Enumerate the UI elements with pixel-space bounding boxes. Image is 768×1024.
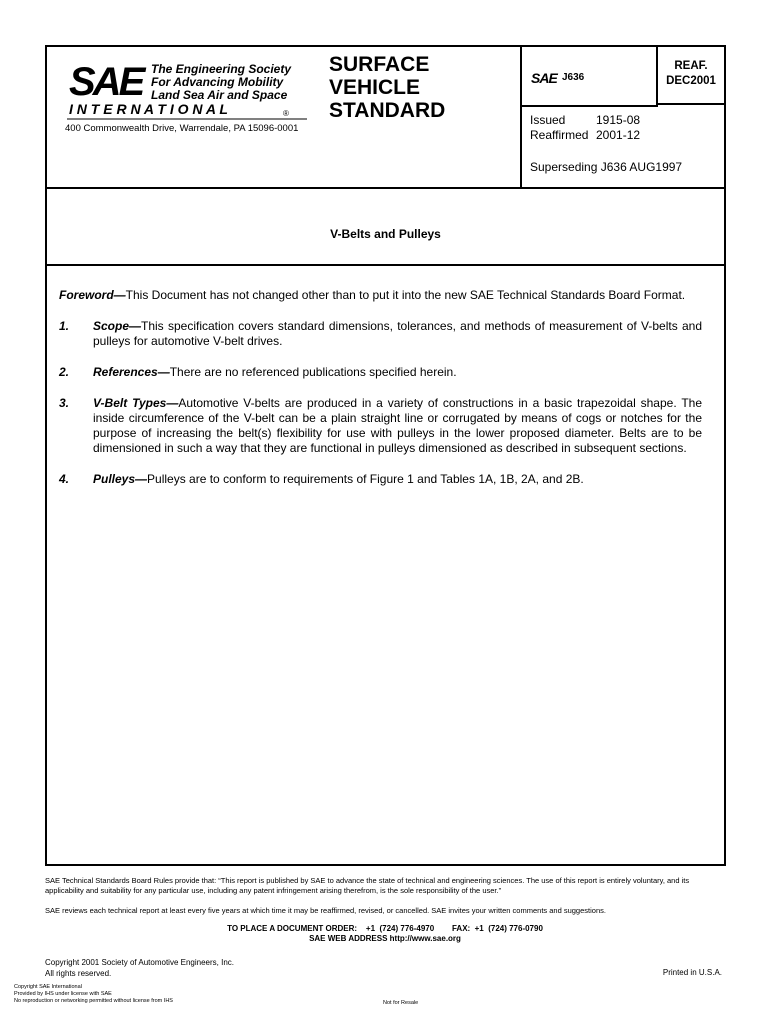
reaffirmed-value: 2001-12 (596, 128, 641, 142)
superseding: Superseding J636 AUG1997 (530, 160, 683, 174)
ihs-line: Copyright SAE International (14, 984, 82, 990)
address: 400 Commonwealth Drive, Warrendale, PA 15096-0001 (65, 123, 299, 134)
doc-type-line: VEHICLE (329, 76, 421, 99)
document-frame (45, 45, 726, 866)
doc-number: J636 (562, 72, 585, 83)
issued-value: 1915-08 (596, 113, 641, 127)
foreword-label: Foreword— (59, 288, 126, 302)
reaffirmed-label: Reaffirmed (530, 128, 589, 142)
not-for-resale: Not for Resale (383, 1000, 419, 1006)
ihs-line: No reproduction or networking permitted without license from IHS (14, 998, 173, 1004)
reaf-line: REAF. (674, 60, 708, 72)
issued-label: Issued (530, 113, 566, 127)
registered-mark: ® (283, 109, 289, 118)
section-vbelt-types (59, 396, 702, 456)
document-body (59, 288, 702, 503)
section-number: 1. (59, 319, 70, 333)
section-references (59, 365, 702, 380)
issue-dates (530, 113, 640, 143)
foreword-text: This Document has not changed other than to put it into the new SAE Technical Standards Board Format. (125, 288, 686, 302)
section-number: 3. (59, 396, 70, 410)
section-number: 2. (59, 365, 70, 379)
copyright: Copyright 2001 Society of Automotive Engineers, Inc. (45, 958, 234, 967)
ihs-line: Provided by IHS under license with SAE (14, 991, 112, 997)
international-text: I N T E R N A T I O N A L (69, 101, 228, 117)
rights-reserved: All rights reserved. (45, 969, 112, 978)
title-box (47, 189, 724, 266)
society-line-1: The Engineering Society (151, 62, 292, 76)
footer-notes (45, 876, 725, 926)
section-number: 4. (59, 472, 70, 486)
society-line-2: For Advancing Mobility (151, 75, 284, 89)
section-text: There are no referenced publications specified herein. (169, 365, 457, 379)
copyright-block (45, 957, 234, 979)
section-text: This specification covers standard dimensions, tolerances, and methods of measurement of V-belts and pulleys for automotive V-belt drives. (93, 319, 702, 348)
ihs-notice (14, 984, 173, 1005)
doc-number-cell (522, 47, 658, 107)
standards-rules: SAE Technical Standards Board Rules provide that: “This report is published by SAE to advance the state of technical and engineering sciences. The use of this report is entirely voluntary, and its applicability and suitability for any particular use, including any patent infringement arising therefrom, is the sole responsibility of the user.” (45, 876, 690, 895)
doc-type-line: STANDARD (329, 99, 446, 122)
order-info (45, 924, 725, 944)
order-line: TO PLACE A DOCUMENT ORDER: +1 (724) 776-4970 FAX: +1 (724) 776-0790 (227, 924, 543, 933)
section-pulleys (59, 472, 702, 487)
review-note: SAE reviews each technical report at least every five years at which time it may be reaffirmed, revised, or cancelled. SAE invites your written comments and suggestions. (45, 906, 606, 915)
reaf-line: DEC2001 (666, 75, 716, 87)
section-label: V-Belt Types— (93, 396, 179, 410)
section-text: Automotive V-belts are produced in a variety of constructions in a basic trapezoidal shape. The inside circumference of the V-belt can be a plain straight line or corrugated by means of cogs or notches for the purpose of increasing the belt(s) flexibility for use with pulleys in the lower proposed diameter. Belts are to be dimensioned in such a way that they are functional in pulleys dimensioned as described in subsequent sections. (93, 396, 703, 455)
section-label: Scope— (93, 319, 142, 333)
web-address: SAE WEB ADDRESS http://www.sae.org (309, 934, 461, 943)
doc-type (329, 53, 445, 122)
society-line-3: Land Sea Air and Space (151, 88, 288, 102)
printed-in: Printed in U.S.A. (662, 968, 722, 977)
section-label: Pulleys— (93, 472, 148, 486)
header-left (47, 47, 522, 187)
foreword (59, 288, 702, 303)
reaffirmed-cell (658, 47, 724, 105)
section-scope (59, 319, 702, 349)
sae-small-logo-text: SAE (531, 70, 557, 86)
document-title: V-Belts and Pulleys (330, 227, 441, 241)
section-text: Pulleys are to conform to requirements of Figure 1 and Tables 1A, 1B, 2A, and 2B. (147, 472, 584, 486)
section-label: References— (93, 365, 170, 379)
sae-logo-text: SAE (69, 60, 143, 104)
doc-type-line: SURFACE (329, 53, 430, 76)
header (47, 47, 724, 189)
